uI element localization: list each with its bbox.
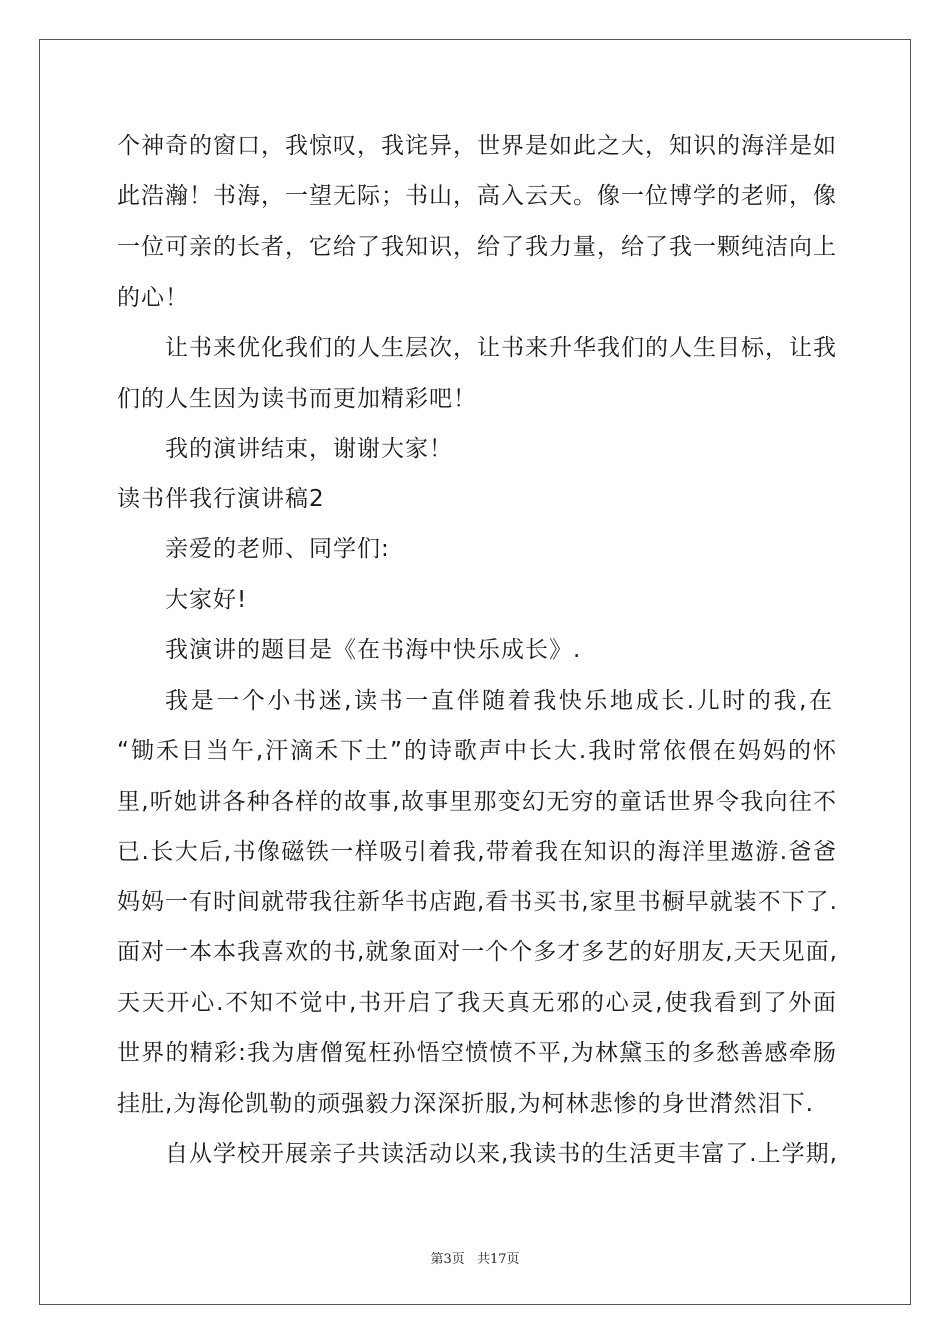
paragraph-line: “锄禾日当午,汗滴禾下土”的诗歌声中长大.我时常依偎在妈妈的怀 xyxy=(117,738,837,764)
paragraph-line: 个神奇的窗口，我惊叹，我诧异，世界是如此之大，知识的海洋是如 xyxy=(117,133,837,159)
paragraph-line: 天天开心.不知不觉中,书开启了我天真无邪的心灵,使我看到了外面 xyxy=(117,990,837,1016)
paragraph-line: 面对一本本我喜欢的书,就象面对一个个多才多艺的好朋友,天天见面, xyxy=(117,939,838,965)
paragraph-line: 里,听她讲各种各样的故事,故事里那变幻无穷的童话世界令我向往不 xyxy=(117,789,837,815)
paragraph-line: 我演讲的题目是《在书海中快乐成长》. xyxy=(165,637,582,663)
paragraph-line: 大家好! xyxy=(165,587,248,613)
paragraph-line: 挂肚,为海伦凯勒的顽强毅力深深折服,为柯林悲惨的身世潸然泪下. xyxy=(117,1091,814,1117)
paragraph-line: 让书来优化我们的人生层次，让书来升华我们的人生目标，让我 xyxy=(165,335,837,361)
page-footer xyxy=(0,1248,950,1267)
paragraph-line: 一位可亲的长者，它给了我知识，给了我力量，给了我一颗纯洁向上 xyxy=(117,234,837,260)
paragraph-line: 我是一个小书迷,读书一直伴随着我快乐地成长.儿时的我,在 xyxy=(165,688,833,714)
page-total: 共17页 xyxy=(476,1252,520,1267)
paragraph-line: 妈妈一有时间就带我往新华书店跑,看书买书,家里书橱早就装不下了. xyxy=(117,889,838,915)
paragraph-line: 的心！ xyxy=(117,285,189,311)
paragraph-line: 世界的精彩:我为唐僧冤枉孙悟空愤愤不平,为林黛玉的多愁善感牵肠 xyxy=(117,1040,837,1066)
paragraph-line: 自从学校开展亲子共读活动以来,我读书的生活更丰富了.上学期, xyxy=(165,1141,838,1167)
page-number: 第3页 xyxy=(430,1252,465,1267)
paragraph-line: 们的人生因为读书而更加精彩吧！ xyxy=(117,386,477,412)
paragraph-line: 我的演讲结束，谢谢大家！ xyxy=(165,436,453,462)
paragraph-line: 已.长大后,书像磁铁一样吸引着我,带着我在知识的海洋里遨游.爸爸 xyxy=(117,839,837,865)
paragraph-line: 此浩瀚！书海，一望无际；书山，高入云天。像一位博学的老师，像 xyxy=(117,183,837,209)
section-heading: 读书伴我行演讲稿2 xyxy=(117,486,325,512)
paragraph-line: 亲爱的老师、同学们: xyxy=(165,536,390,562)
